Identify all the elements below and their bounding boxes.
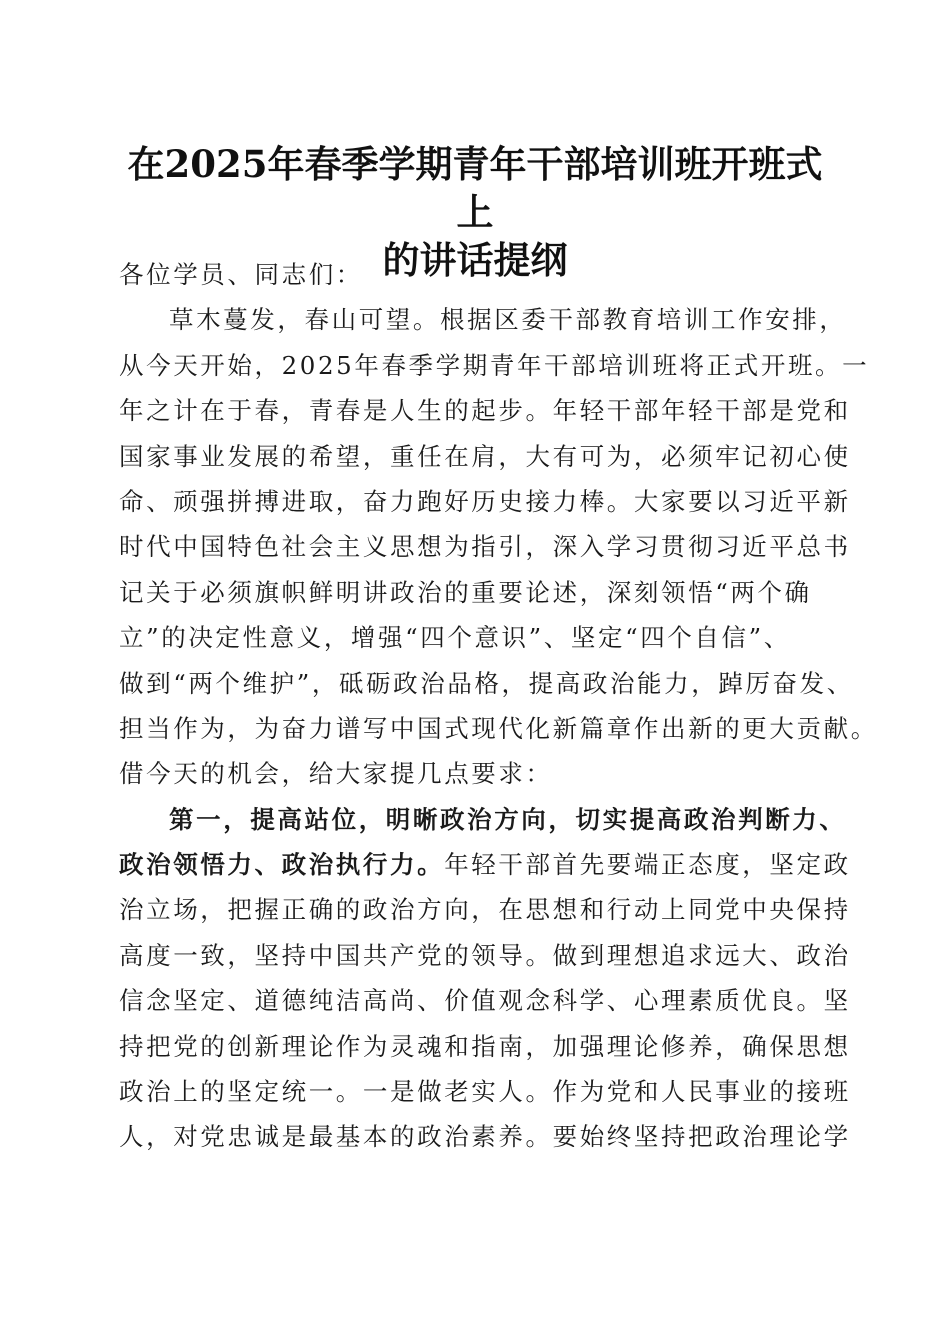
paragraph-line bbox=[119, 842, 851, 887]
paragraph-line: 立”的决定性意义，增强“四个意识”、坚定“四个自信”、 bbox=[119, 623, 791, 653]
paragraph-line: 信念坚定、道德纯洁高尚、价值观念科学、心理素质优良。坚 bbox=[119, 986, 851, 1016]
paragraph-line: 担当作为，为奋力谱写中国式现代化新篇章作出新的更大贡献。 bbox=[119, 713, 878, 743]
paragraph-line: 时代中国特色社会主义思想为指引，深入学习贯彻习近平总书 bbox=[119, 532, 851, 562]
greeting: 各位学员、同志们： bbox=[119, 260, 363, 289]
paragraph-line: 人，对党忠诚是最基本的政治素养。要始终坚持把政治理论学 bbox=[119, 1122, 851, 1152]
paragraph-line: 从今天开始，2025年春季学期青年干部培训班将正式开班。一 bbox=[119, 350, 870, 380]
paragraph-line: 高度一致，坚持中国共产党的领导。做到理想追求远大、政治 bbox=[119, 940, 851, 970]
paragraph-line: 政治上的坚定统一。一是做老实人。作为党和人民事业的接班 bbox=[119, 1077, 851, 1107]
paragraph-line: 记关于必须旗帜鲜明讲政治的重要论述，深刻领悟“两个确 bbox=[119, 577, 812, 607]
paragraph-line: 年之计在于春，青春是人生的起步。年轻干部年轻干部是党和 bbox=[119, 396, 851, 426]
section-heading-line: 第一，提高站位，明晰政治方向，切实提高政治判断力、 bbox=[169, 804, 847, 834]
paragraph-line: 国家事业发展的希望，重任在肩，大有可为，必须牢记初心使 bbox=[119, 441, 851, 471]
paragraph-line: 草木蔓发，春山可望。根据区委干部教育培训工作安排， bbox=[169, 305, 847, 335]
paragraph-line: 借今天的机会，给大家提几点要求： bbox=[119, 759, 553, 789]
section-heading-tail: 政治领悟力、政治执行力。 bbox=[119, 850, 445, 880]
title-line: 的讲话提纲 bbox=[382, 238, 568, 282]
paragraph-line: 做到“两个维护”，砥砺政治品格，提高政治能力，踔厉奋发、 bbox=[119, 668, 854, 698]
document-body bbox=[119, 252, 878, 1160]
title-line: 在2025年春季学期青年干部培训班开班式上 bbox=[127, 142, 823, 234]
paragraph-text: 年轻干部首先要端正态度，坚定政 bbox=[444, 850, 851, 880]
paragraph-line: 持把党的创新理论作为灵魂和指南，加强理论修养，确保思想 bbox=[119, 1031, 851, 1061]
paragraph-line: 治立场，把握正确的政治方向，在思想和行动上同党中央保持 bbox=[119, 895, 851, 925]
paragraph-line: 命、顽强拼搏进取，奋力跑好历史接力棒。大家要以习近平新 bbox=[119, 486, 851, 516]
